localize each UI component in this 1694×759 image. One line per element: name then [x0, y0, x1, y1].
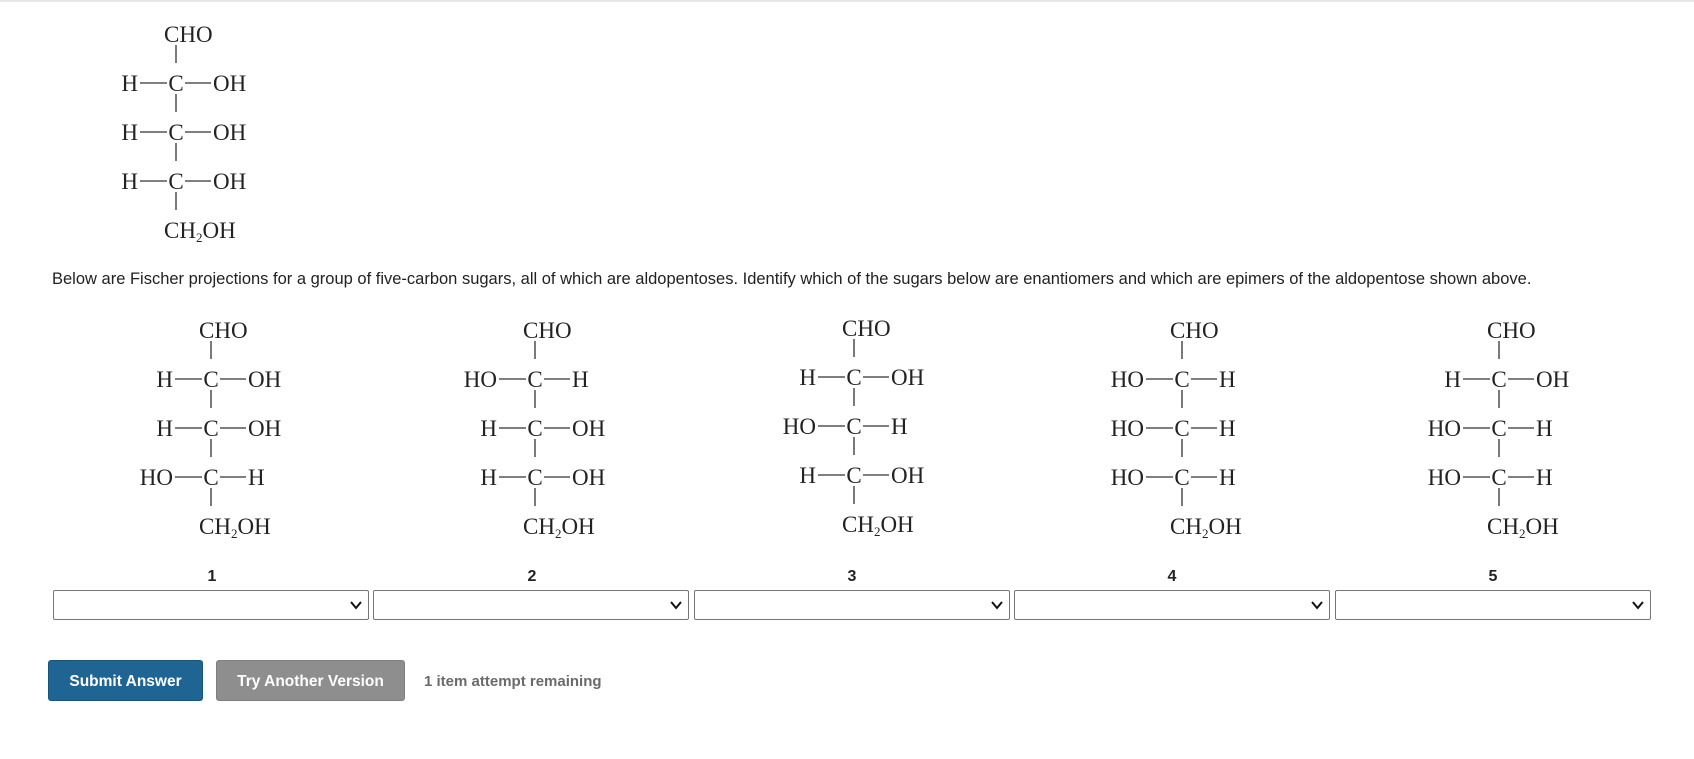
- sugars-1-carbon-2: C: [527, 416, 543, 441]
- sugars-2-row-3-left: H: [799, 463, 816, 488]
- chevron-down-icon: [350, 600, 362, 610]
- sugars-3-row-3-right: H: [1219, 465, 1236, 490]
- sugars-4-carbon-3: C: [1491, 465, 1507, 490]
- reference-row-1-left: H: [121, 71, 138, 96]
- sugars-4-row-2-left: HO: [1427, 416, 1461, 441]
- sugar-5-answer-select[interactable]: [1335, 590, 1651, 620]
- sugars-1-bottom-main: CH: [523, 514, 555, 539]
- sugars-1-bottom-tail: OH: [561, 514, 595, 539]
- reference-carbon-2: C: [168, 120, 184, 145]
- sugars-4-bonds: [0, 2, 1, 3]
- sugars-3-bottom-group: [1170, 515, 1242, 540]
- sugars-1-row-3-right: OH: [572, 465, 606, 490]
- chevron-down-icon: [1632, 600, 1644, 610]
- sugars-0-row-1-left: H: [156, 367, 173, 392]
- try-another-version-button[interactable]: Try Another Version: [216, 660, 405, 701]
- reference-carbon-3: C: [168, 169, 184, 194]
- submit-answer-button[interactable]: Submit Answer: [48, 660, 203, 701]
- sugars-4-carbon-2: C: [1491, 416, 1507, 441]
- sugars-3-bottom-tail: OH: [1208, 514, 1242, 539]
- sugar-3-label: 3: [847, 568, 857, 585]
- sugars-4-bottom-group: [1487, 515, 1559, 540]
- sugars-3-bottom-subscript: 2: [1201, 526, 1209, 541]
- reference-bottom-main: CH: [164, 218, 196, 243]
- sugars-3-row-2-left: HO: [1110, 416, 1144, 441]
- sugars-1-bottom-subscript: 2: [554, 526, 562, 541]
- sugars-0-row-1-right: OH: [248, 367, 282, 392]
- sugar-3-answer-select[interactable]: [694, 590, 1010, 620]
- sugars-4-row-1-left: H: [1444, 367, 1461, 392]
- chevron-down-icon: [670, 600, 682, 610]
- sugars-1-row-2-right: OH: [572, 416, 606, 441]
- sugars-1-carbon-3: C: [527, 465, 543, 490]
- sugar-4-answer-select[interactable]: [1014, 590, 1330, 620]
- sugars-1-row-3-left: H: [480, 465, 497, 490]
- sugars-3-top-group: CHO: [1170, 318, 1219, 343]
- sugars-1-row-2-left: H: [480, 416, 497, 441]
- sugars-4-row-1-right: OH: [1536, 367, 1570, 392]
- sugars-2-bottom-subscript: 2: [873, 524, 881, 539]
- chevron-down-icon: [991, 600, 1003, 610]
- sugars-0-carbon-3: C: [203, 465, 219, 490]
- sugars-2-row-3-right: OH: [891, 463, 925, 488]
- sugars-3-carbon-1: C: [1174, 367, 1190, 392]
- chevron-down-icon: [1311, 600, 1323, 610]
- sugars-1-carbon-1: C: [527, 367, 543, 392]
- sugar-2-label: 2: [527, 568, 537, 585]
- sugars-0-row-3-right: H: [248, 465, 265, 490]
- sugars-0-top-group: CHO: [199, 318, 248, 343]
- reference-row-1-right: OH: [213, 71, 247, 96]
- instructions-text: Below are Fischer projections for a group of five-carbon sugars, all of which are aldopentoses. Identify which of the sugars below are enantiomers and which are epimers of the aldopentose shown above.: [52, 270, 1532, 288]
- sugars-2-row-1-left: H: [799, 365, 816, 390]
- reference-bottom-group: [164, 219, 236, 244]
- sugars-2-carbon-1: C: [846, 365, 862, 390]
- sugars-2-bottom-main: CH: [842, 512, 874, 537]
- sugar-1-label: 1: [207, 568, 217, 585]
- sugars-3-row-3-left: HO: [1110, 465, 1144, 490]
- sugars-1-bottom-group: [523, 515, 595, 540]
- reference-row-2-left: H: [121, 120, 138, 145]
- sugars-3-bottom-main: CH: [1170, 514, 1202, 539]
- sugars-4-bottom-main: CH: [1487, 514, 1519, 539]
- sugars-0-bottom-group: [199, 515, 271, 540]
- sugars-0-bottom-main: CH: [199, 514, 231, 539]
- reference-carbon-1: C: [168, 71, 184, 96]
- reference-bottom-tail: OH: [202, 218, 236, 243]
- sugars-4-bottom-subscript: 2: [1518, 526, 1526, 541]
- sugars-4-row-2-right: H: [1536, 416, 1553, 441]
- sugars-4-row-3-left: HO: [1427, 465, 1461, 490]
- sugars-0-row-2-right: OH: [248, 416, 282, 441]
- reference-bottom-subscript: 2: [195, 230, 203, 245]
- sugars-1-row-1-right: H: [572, 367, 589, 392]
- sugar-4-label: 4: [1167, 568, 1177, 585]
- reference-row-3-right: OH: [213, 169, 247, 194]
- sugars-3-row-2-right: H: [1219, 416, 1236, 441]
- sugars-4-bottom-tail: OH: [1525, 514, 1559, 539]
- sugars-2-row-2-left: HO: [782, 414, 816, 439]
- attempts-remaining-text: 1 item attempt remaining: [424, 673, 602, 690]
- sugars-3-carbon-3: C: [1174, 465, 1190, 490]
- sugar-1-answer-select[interactable]: [53, 590, 369, 620]
- sugars-2-bottom-tail: OH: [880, 512, 914, 537]
- sugar-2-answer-select[interactable]: [373, 590, 689, 620]
- sugars-0-bottom-tail: OH: [237, 514, 271, 539]
- sugars-0-carbon-2: C: [203, 416, 219, 441]
- sugars-3-row-1-left: HO: [1110, 367, 1144, 392]
- sugars-2-carbon-3: C: [846, 463, 862, 488]
- sugars-2-row-2-right: H: [891, 414, 908, 439]
- sugars-4-top-group: CHO: [1487, 318, 1536, 343]
- reference-top-group: CHO: [164, 22, 213, 47]
- sugars-4-carbon-1: C: [1491, 367, 1507, 392]
- sugars-2-bottom-group: [842, 513, 914, 538]
- sugars-3-carbon-2: C: [1174, 416, 1190, 441]
- sugars-0-row-2-left: H: [156, 416, 173, 441]
- sugars-2-top-group: CHO: [842, 316, 891, 341]
- sugars-0-bottom-subscript: 2: [230, 526, 238, 541]
- sugars-2-row-1-right: OH: [891, 365, 925, 390]
- sugars-2-carbon-2: C: [846, 414, 862, 439]
- sugars-1-top-group: CHO: [523, 318, 572, 343]
- sugars-1-row-1-left: HO: [463, 367, 497, 392]
- sugars-3-row-1-right: H: [1219, 367, 1236, 392]
- sugars-0-row-3-left: HO: [139, 465, 173, 490]
- sugars-4-row-3-right: H: [1536, 465, 1553, 490]
- sugars-0-carbon-1: C: [203, 367, 219, 392]
- reference-row-3-left: H: [121, 169, 138, 194]
- sugar-5-label: 5: [1488, 568, 1498, 585]
- reference-row-2-right: OH: [213, 120, 247, 145]
